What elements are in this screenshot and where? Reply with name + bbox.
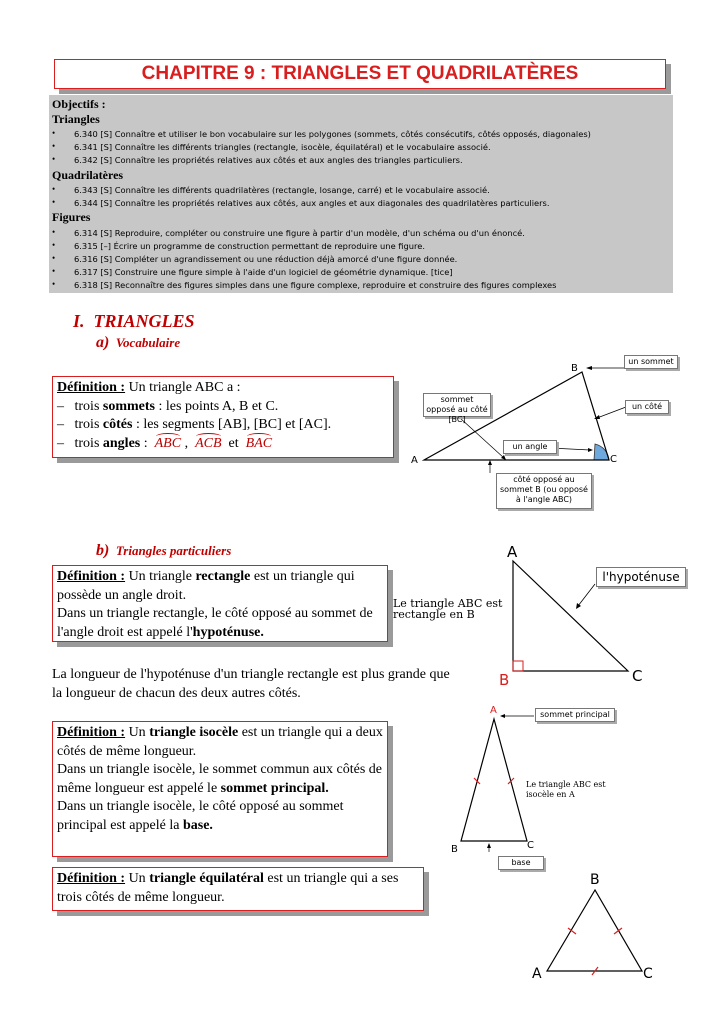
bold-term: triangle équilatéral <box>149 871 264 886</box>
point-a: A <box>532 966 542 982</box>
text: est un triangle qui a deux côtés de même longueur. <box>57 725 383 759</box>
definition-label: Définition : <box>57 380 126 395</box>
bullet: • <box>52 184 56 194</box>
bold-term: triangle isocèle <box>149 725 239 740</box>
subsection-b <box>96 542 231 560</box>
subsection-letter: b) <box>96 542 110 559</box>
label-un-sommet: un sommet <box>624 355 678 369</box>
group-triangles: Triangles <box>52 112 100 126</box>
bold-term: rectangle <box>195 569 251 584</box>
angle-bac: BAC <box>245 435 273 451</box>
arrow-head <box>586 366 592 370</box>
dash: – <box>57 417 64 432</box>
definition-isocele <box>52 721 388 857</box>
section-title: TRIANGLES <box>93 311 195 331</box>
objective-item: 6.341 [S] Connaître les différents triangles (rectangle, isocèle, équilatéral) et le vocabulaire associé. <box>74 142 491 152</box>
subsection-letter: a) <box>96 334 110 351</box>
objectives-heading: Objectifs : <box>52 97 106 111</box>
group-figures: Figures <box>52 210 91 224</box>
text: Un <box>125 871 150 886</box>
paragraph-hypotenuse: La longueur de l'hypoténuse d'un triangle rectangle est plus grande que la longueur de chacun des deux autres côtés. <box>52 667 450 701</box>
text: et <box>228 435 239 451</box>
text: Dans un triangle rectangle, le côté opposé au sommet de l'angle droit est appelé l' <box>57 606 373 640</box>
dash: – <box>57 398 64 414</box>
bold-term: base. <box>182 817 213 833</box>
bold-term: angles <box>102 435 141 451</box>
point-b: B <box>590 872 600 888</box>
definition-vocabulaire <box>52 376 394 458</box>
arrow-line <box>460 418 504 458</box>
figure-equilateral <box>520 870 670 1020</box>
definition-equilateral <box>52 867 424 911</box>
arrow-head <box>588 448 593 452</box>
label-un-angle: un angle <box>503 440 557 454</box>
label-sommet-principal: sommet principal <box>535 708 615 722</box>
triangle-equilateral <box>547 890 642 971</box>
point-c: C <box>632 667 643 685</box>
definition-text: Un triangle ABC a : <box>125 380 241 395</box>
label-hypotenuse: l'hypoténuse <box>596 567 686 587</box>
objective-item: 6.318 [S] Reconnaître des figures simples dans une figure complexe, reproduire et construire des figures complexes <box>74 280 557 290</box>
point-a: A <box>490 705 497 716</box>
bullet: • <box>52 266 56 276</box>
right-angle-mark <box>513 661 523 671</box>
label-base: base <box>498 856 544 870</box>
subsection-title: Triangles particuliers <box>115 543 232 558</box>
point-c: C <box>527 840 534 851</box>
bullet: • <box>52 128 56 138</box>
group-quadrilateres: Quadrilatères <box>52 168 124 182</box>
definition-rectangle <box>52 565 388 642</box>
point-a: A <box>507 543 518 561</box>
text: : les points A, B et C. <box>155 398 279 414</box>
text: trois <box>74 417 103 432</box>
bullet: • <box>52 253 56 263</box>
bold-term: sommet principal. <box>220 780 329 796</box>
point-b: B <box>499 671 510 689</box>
subsection-a <box>96 334 180 352</box>
arrow-line <box>578 584 595 606</box>
bullet: • <box>52 154 56 164</box>
angle-abc: ABC <box>154 435 182 451</box>
label-cote-oppose: côté opposé au sommet B (ou opposé à l'angle ABC) <box>496 473 592 509</box>
text: Dans un triangle isocèle, le sommet commun aux côtés de même longueur est appelé le <box>57 762 383 796</box>
text: , <box>184 435 189 451</box>
definition-label: Définition : <box>57 725 126 740</box>
arrow-line <box>597 407 626 418</box>
bold-term: côtés <box>102 417 133 432</box>
objective-item: 6.315 [–] Écrire un programme de construction permettant de reproduire une figure. <box>74 241 426 251</box>
objective-item: 6.316 [S] Compléter un agrandissement ou une réduction déjà amorcé d'une figure donnée. <box>74 254 458 264</box>
arrow-head <box>500 714 505 718</box>
arrow-head <box>576 603 581 609</box>
point-b: B <box>571 363 578 374</box>
figure-rectangle <box>500 540 700 690</box>
bullet: • <box>52 240 56 250</box>
bullet: • <box>52 279 56 289</box>
chapter-title-box <box>54 59 666 89</box>
point-c: C <box>610 454 617 465</box>
bold-term: hypoténuse. <box>192 624 264 640</box>
subsection-title: Vocabulaire <box>115 335 181 350</box>
objectives-panel <box>49 95 673 293</box>
text: Un <box>125 725 150 740</box>
objective-item: 6.314 [S] Reproduire, compléter ou construire une figure à partir d'un modèle, d'un schéma ou d'un énoncé. <box>74 228 525 238</box>
section-heading <box>73 311 195 332</box>
angle-acb: ACB <box>195 435 222 451</box>
chapter-title: CHAPITRE 9 : TRIANGLES ET QUADRILATÈRES <box>141 63 579 84</box>
bullet: • <box>52 227 56 237</box>
objective-item: 6.340 [S] Connaître et utiliser le bon vocabulaire sur les polygones (sommets, côtés consécutifs, côtés opposés, diagonales) <box>74 129 591 139</box>
text: est un triangle qui possède un angle droit. <box>57 569 355 603</box>
objective-item: 6.344 [S] Connaître les propriétés relatives aux côtés, aux angles et aux diagonales des quadrilatères particuliers. <box>74 198 550 208</box>
arrow-head <box>488 460 492 465</box>
objective-item: 6.343 [S] Connaître les différents quadrilatères (rectangle, losange, carré) et le vocabulaire associé. <box>74 185 490 195</box>
caption-rectangle: Le triangle ABC est rectangle en B <box>393 597 503 621</box>
label-sommet-oppose: sommet opposé au côté [BC] <box>423 393 491 417</box>
text: trois <box>74 398 103 414</box>
point-a: A <box>411 455 418 466</box>
point-c: C <box>643 966 653 982</box>
text: trois <box>74 435 103 451</box>
bullet: • <box>52 197 56 207</box>
objective-item: 6.342 [S] Connaître les propriétés relatives aux côtés et aux angles des triangles particuliers. <box>74 155 463 165</box>
text: Un triangle <box>125 569 196 584</box>
point-b: B <box>451 844 458 855</box>
text: est un triangle qui a ses trois côtés de même longueur. <box>57 871 399 905</box>
definition-label: Définition : <box>57 871 126 886</box>
triangle-isocele <box>461 719 527 841</box>
text: Dans un triangle isocèle, le côté opposé au sommet principal est appelé la <box>57 799 344 833</box>
dash: – <box>57 435 64 451</box>
objective-item: 6.317 [S] Construire une figure simple à l'aide d'un logiciel de géométrie dynamique. [tice] <box>74 267 453 277</box>
label-un-cote: un côté <box>625 400 669 414</box>
definition-label: Définition : <box>57 569 126 584</box>
bullet: • <box>52 141 56 151</box>
bold-term: sommets <box>102 398 155 414</box>
text: : <box>140 435 148 451</box>
section-number: I. <box>73 311 85 331</box>
text: : les segments [AB], [BC] et [AC]. <box>132 417 332 432</box>
caption-isocele: Le triangle ABC est isocèle en A <box>526 780 606 799</box>
arrow-head <box>487 843 491 848</box>
